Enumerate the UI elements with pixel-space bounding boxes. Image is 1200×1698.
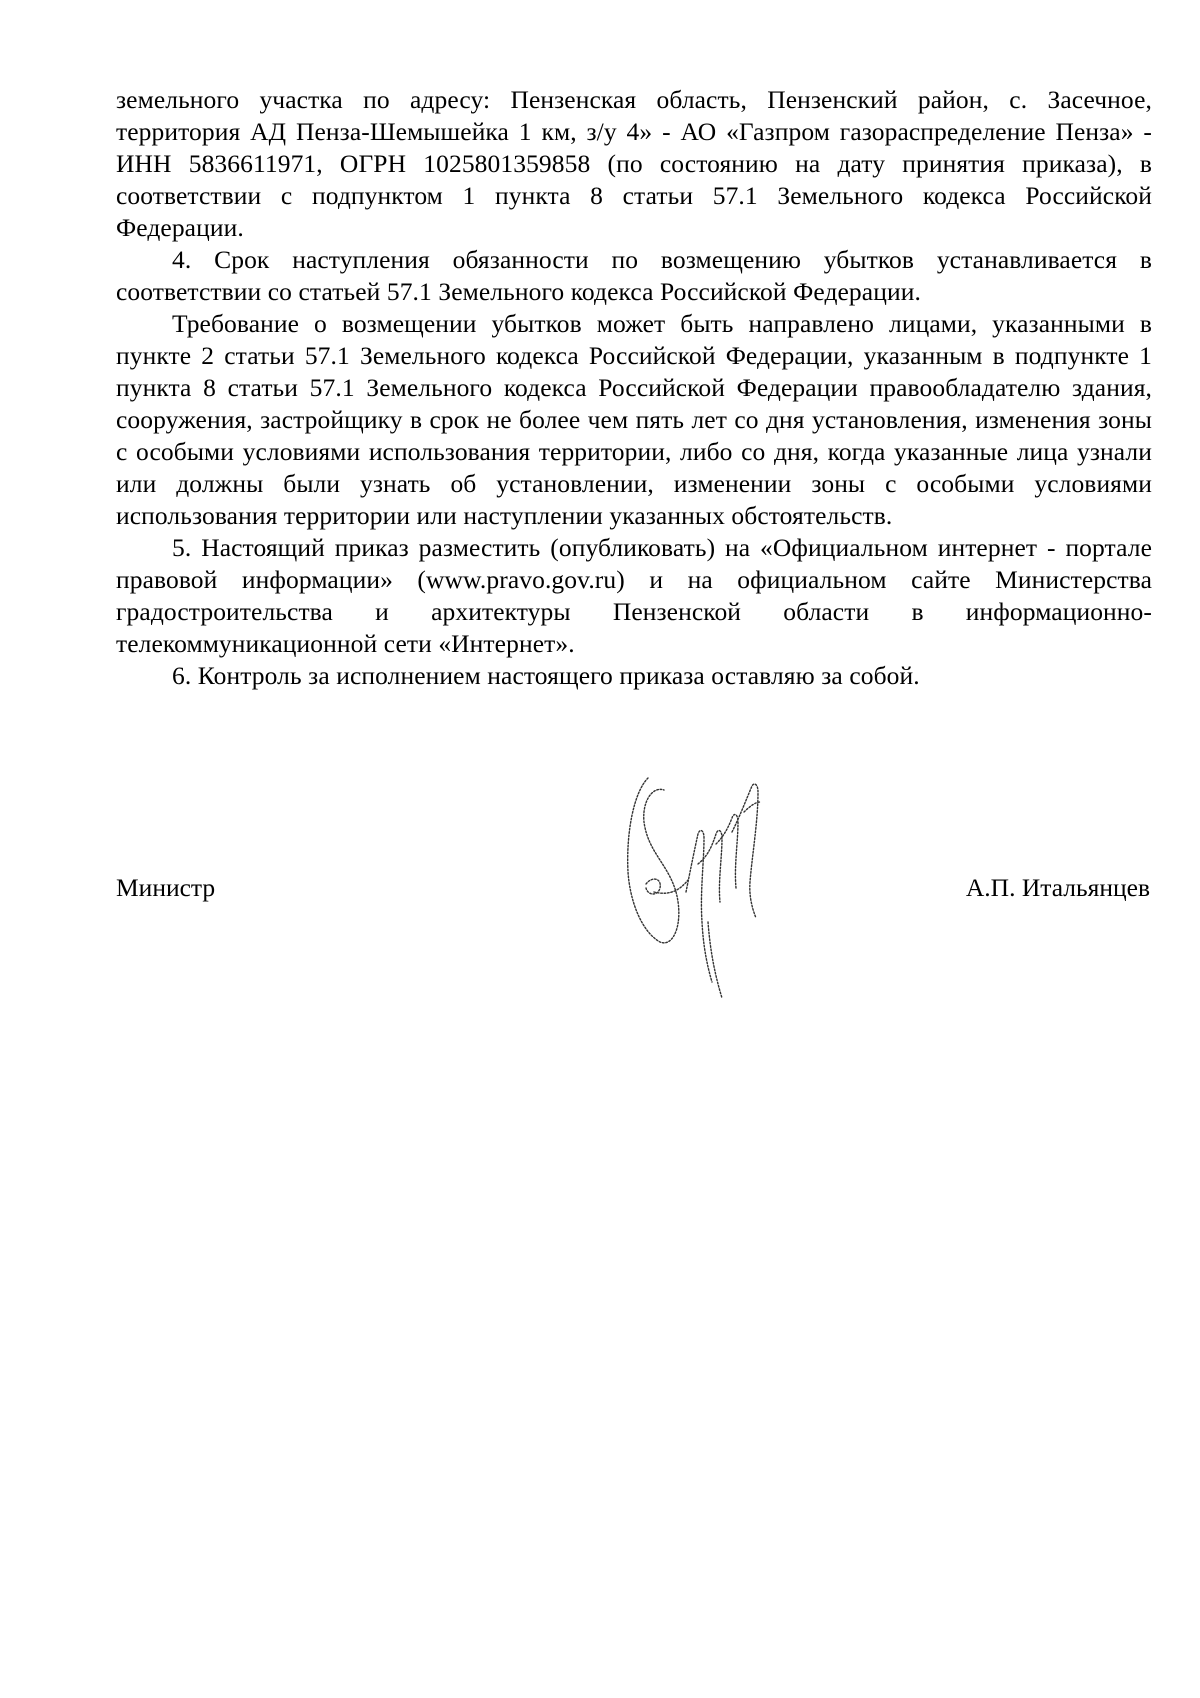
document-body <box>116 84 1152 692</box>
paragraph-continuation: земельного участка по адресу: Пензенская область, Пензенский район, с. Засечное, территория АД Пенза-Шемышейка 1 км, з/у 4» - АО «Газпром газораспределение Пенза» - ИНН 5836611971, ОГРН 1025801359858 (по состоянию на дату принятия приказа), в соответствии с подпунктом 1 пункта 8 статьи 57.1 Земельного кодекса Российской Федерации. <box>116 85 1152 242</box>
handwritten-signature <box>624 772 794 1002</box>
paragraph-item-5: 5. Настоящий приказ разместить (опубликовать) на «Официальном интернет - портале правовой информации» (www.pravo.gov.ru) и на официальном сайте Министерства градостроительства и архитектуры Пензенской области в информационно-телекоммуникационной сети «Интернет». <box>116 533 1152 658</box>
paragraph-item-4: 4. Срок наступления обязанности по возмещению убытков устанавливается в соответствии со статьей 57.1 Земельного кодекса Российской Федерации. <box>116 245 1152 306</box>
paragraph-item-6: 6. Контроль за исполнением настоящего приказа оставляю за собой. <box>172 661 920 690</box>
signatory-position: Министр <box>116 873 216 902</box>
paragraph-claim-requirement: Требование о возмещении убытков может быть направлено лицами, указанными в пункте 2 статьи 57.1 Земельного кодекса Российской Федерации, указанным в подпункте 1 пункта 8 статьи 57.1 Земельного кодекса Российской Федерации правообладателю здания, сооружения, застройщику в срок не более чем пять лет со дня установления, изменения зоны с особыми условиями использования территории, либо со дня, когда указанные лица узнали или должны были узнать об установлении, изменении зоны с особыми условиями использования территории или наступлении указанных обстоятельств. <box>116 309 1152 530</box>
signatory-name: А.П. Итальянцев <box>965 873 1150 902</box>
